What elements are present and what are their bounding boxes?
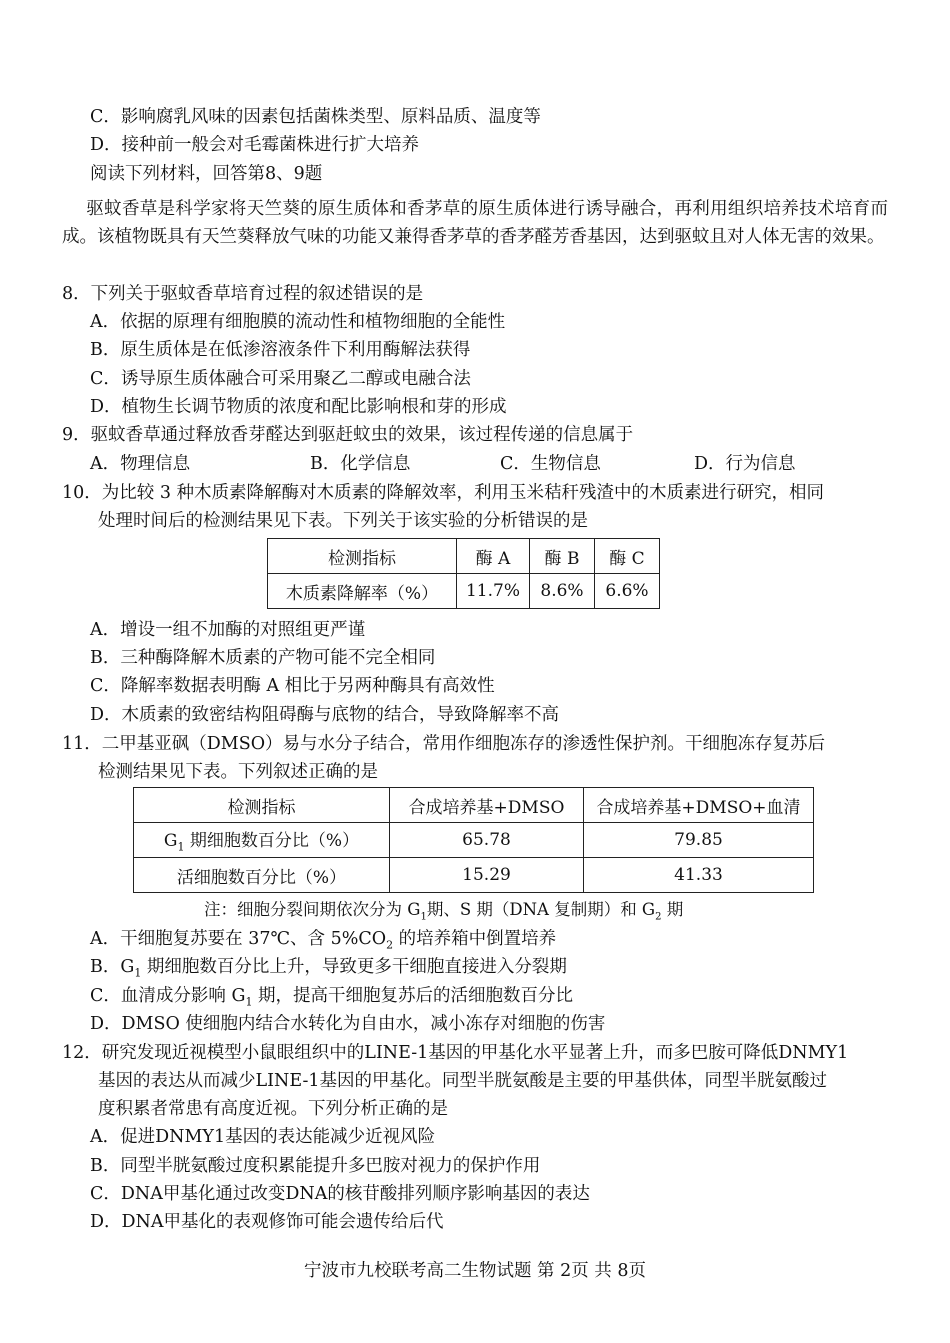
reading-passage — [62, 195, 888, 251]
q11-note-part3: 期 — [666, 900, 684, 919]
q10-value-c: 6.6% — [595, 574, 660, 609]
q11-row1-value-serum: 79.85 — [584, 823, 814, 858]
q11-row2-value-serum: 41.33 — [584, 858, 814, 893]
q11-row1-value-dmso: 65.78 — [390, 823, 584, 858]
q11-option-b: B．$G_1$ 期细胞数百分比上升，导致更多干细胞直接进入分裂期 — [90, 957, 567, 980]
q11-row1-label: $G_1$ 期细胞数百分比（%） — [134, 823, 390, 858]
q12-option-a: A．促进DNMY1基因的表达能减少近视风险 — [90, 1127, 436, 1147]
q11-option-c-part2: 期，提高干细胞复苏后的活细胞数百分比 — [258, 986, 574, 1006]
q11-table-row — [134, 823, 814, 858]
q12-option-c: C．DNA甲基化通过改变DNA的核苷酸排列顺序影响基因的表达 — [90, 1184, 590, 1204]
reading-passage-text: 驱蚊香草是科学家将天竺葵的原生质体和香茅草的原生质体进行诱导融合，再利用组织培养技术培育而成。该植物既具有天竺葵释放气味的功能又兼得香茅草的香茅醛芳香基因，达到驱蚊且对人体无害的效果。 — [62, 199, 888, 247]
q11-option-c-part1: C．血清成分影响 G — [90, 986, 246, 1006]
q10-table — [267, 538, 660, 609]
q11-stem-line2: 检测结果见下表。下列叙述正确的是 — [98, 762, 378, 782]
q9-option-d: D．行为信息 — [694, 454, 796, 474]
q10-th-indicator: 检测指标 — [268, 539, 457, 574]
q11-option-d: D．DMSO 使细胞内结合水转化为自由水，减小冻存对细胞的伤害 — [90, 1014, 606, 1034]
q11-table-note: 注：细胞分裂间期依次分为 $G_1$期、S 期（DNA 复制期）和 $G_2$ 期 — [204, 900, 684, 923]
q11-note-part1: 注：细胞分裂间期依次分为 G — [204, 900, 421, 919]
q11-option-a: A．干细胞复苏要在 37℃、含 $5\%CO_2$ 的培养箱中倒置培养 — [90, 929, 557, 952]
q10-th-enzyme-b: 酶 B — [530, 539, 595, 574]
q11-th-dmso: 合成培养基+DMSO — [390, 788, 584, 823]
q11-option-b-text: 期细胞数百分比上升，导致更多干细胞直接进入分裂期 — [146, 957, 567, 977]
q10-th-enzyme-a: 酶 A — [457, 539, 530, 574]
q8-option-c: C．诱导原生质体融合可采用聚乙二醇或电融合法 — [90, 369, 471, 389]
q11-row2-label: 活细胞数百分比（%） — [134, 858, 390, 893]
q11-table-row — [134, 858, 814, 893]
q8-option-b: B．原生质体是在低渗溶液条件下利用酶解法获得 — [90, 340, 471, 360]
q12-stem-line2: 基因的表达从而减少LINE-1基因的甲基化。同型半胱氨酸是主要的甲基供体，同型半胱氨酸过 — [98, 1071, 827, 1091]
q10-option-a: A．增设一组不加酶的对照组更严谨 — [90, 620, 366, 640]
q8-option-a: A．依据的原理有细胞膜的流动性和植物细胞的全能性 — [90, 312, 506, 332]
q10-row-label: 木质素降解率（%） — [268, 574, 457, 609]
q7-option-d: D．接种前一般会对毛霉菌株进行扩大培养 — [90, 135, 420, 155]
q11-table — [133, 787, 814, 893]
q12-option-d: D．DNA甲基化的表观修饰可能会遗传给后代 — [90, 1212, 444, 1232]
q9-option-c: C．生物信息 — [500, 454, 601, 474]
q10-stem-line2: 处理时间后的检测结果见下表。下列关于该实验的分析错误的是 — [98, 511, 588, 531]
q10-table-row — [268, 574, 660, 609]
q12-stem-line3: 度积累者常患有高度近视。下列分析正确的是 — [98, 1099, 448, 1119]
q7-option-c: C．影响腐乳风味的因素包括菌株类型、原料品质、温度等 — [90, 107, 541, 127]
q11-option-c: C．血清成分影响 $G_1$ 期，提高干细胞复苏后的活细胞数百分比 — [90, 986, 574, 1009]
q10-th-enzyme-c: 酶 C — [595, 539, 660, 574]
q9-option-a: A．物理信息 — [90, 454, 191, 474]
q10-option-c: C．降解率数据表明酶 A 相比于另两种酶具有高效性 — [90, 676, 495, 696]
q10-stem-line1: 10．为比较 3 种木质素降解酶对木质素的降解效率，利用玉米秸秆残渣中的木质素进行研究，相同 — [62, 483, 825, 503]
q11-th-indicator: 检测指标 — [134, 788, 390, 823]
page-footer: 宁波市九校联考高二生物试题 第 2页 共 8页 — [303, 1261, 647, 1281]
q12-option-b: B．同型半胱氨酸过度积累能提升多巴胺对视力的保护作用 — [90, 1156, 541, 1176]
q10-option-d: D．木质素的致密结构阻碍酶与底物的结合，导致降解率不高 — [90, 705, 560, 725]
q11-th-dmso-serum: 合成培养基+DMSO+血清 — [584, 788, 814, 823]
q12-stem-line1: 12．研究发现近视模型小鼠眼组织中的LINE-1基因的甲基化水平显著上升，而多巴胺可降低DNMY1 — [62, 1043, 849, 1063]
q9-stem: 9．驱蚊香草通过释放香芽醛达到驱赶蚊虫的效果，该过程传递的信息属于 — [62, 425, 634, 445]
q8-stem: 8．下列关于驱蚊香草培育过程的叙述错误的是 — [62, 284, 424, 304]
q10-table-header — [268, 539, 660, 574]
q11-note-part2: 期、S 期（DNA 复制期）和 G — [426, 900, 656, 919]
q11-option-a-part1: A．干细胞复苏要在 37℃、含 5%CO — [90, 929, 387, 949]
q8-option-d: D．植物生长调节物质的浓度和配比影响根和芽的形成 — [90, 397, 507, 417]
q10-option-b: B．三种酶降解木质素的产物可能不完全相同 — [90, 648, 436, 668]
q11-option-a-part2: 的培养箱中倒置培养 — [393, 929, 557, 949]
q9-option-b: B．化学信息 — [310, 454, 411, 474]
q11-table-header — [134, 788, 814, 823]
q10-value-a: 11.7% — [457, 574, 530, 609]
q11-row2-value-dmso: 15.29 — [390, 858, 584, 893]
q11-row1-label-text: 期细胞数百分比（%） — [189, 831, 360, 852]
q11-stem-line1: 11．二甲基亚砜（DMSO）易与水分子结合，常用作细胞冻存的渗透性保护剂。干细胞冻存复苏后 — [62, 734, 826, 754]
q10-value-b: 8.6% — [530, 574, 595, 609]
reading-intro: 阅读下列材料，回答第8、9题 — [90, 164, 323, 184]
